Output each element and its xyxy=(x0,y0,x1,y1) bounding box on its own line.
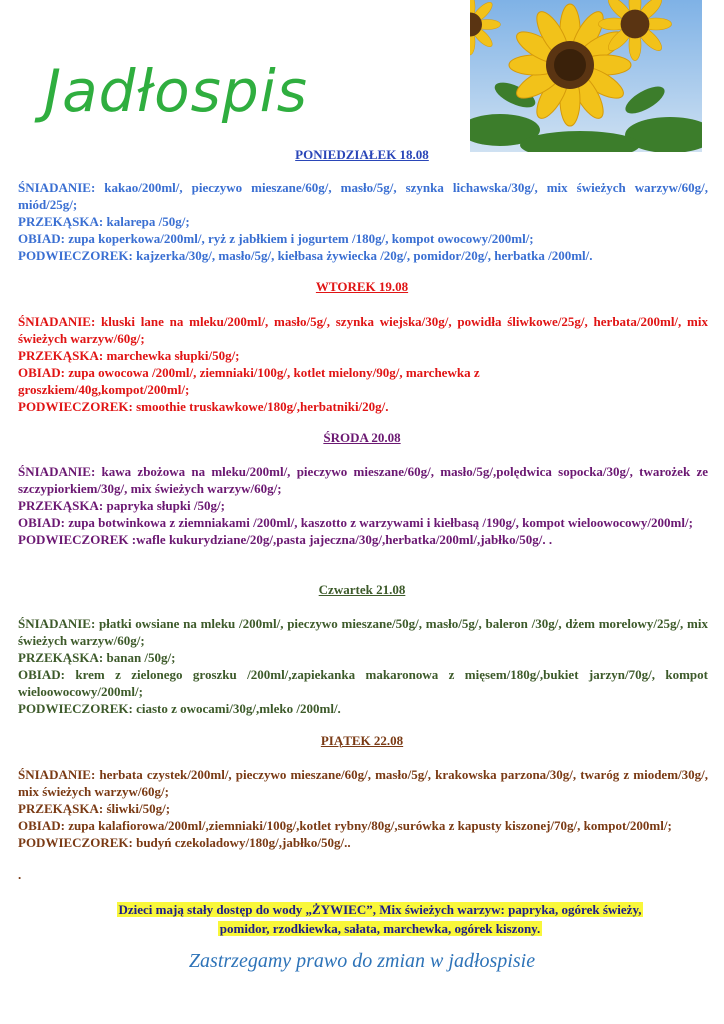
lunch-line: OBIAD: krem z zielonego groszku /200ml/,zapiekanka makaronowa z mięsem/180g/,bukiet jarzyn/70g/, kompot wieloowocowy/200ml/; xyxy=(18,667,708,699)
lunch-line: OBIAD: zupa owocowa /200ml/, ziemniaki/100g/, kotlet mielony/90g/, marchewka z groszkiem/40g,kompot/200ml/; xyxy=(18,365,480,397)
snack-line: PRZEKĄSKA: papryka słupki /50g/; xyxy=(18,498,225,513)
lunch-line: OBIAD: zupa koperkowa/200ml/, ryż z jabłkiem i jogurtem /180g/, kompot owocowy/200ml/; xyxy=(18,231,534,246)
reservation-note: Zastrzegamy prawo do zmian w jadłospisie xyxy=(188,950,536,972)
day-heading-thursday: Czwartek 21.08 xyxy=(318,582,406,597)
afternoon-snack-line: PODWIECZOREK :wafle kukurydziane/20g/,pasta jajeczna/30g/,herbatka/200ml/,jabłko/50g/. . xyxy=(18,532,553,547)
trailing-mark: . xyxy=(18,867,22,882)
water-notice xyxy=(80,900,680,938)
day-menu-friday xyxy=(18,766,708,851)
day-menu-wednesday xyxy=(18,463,708,548)
day-heading-monday: PONIEDZIAŁEK 18.08 xyxy=(295,147,429,162)
lunch-line: OBIAD: zupa botwinkowa z ziemniakami /200ml/, kaszotto z warzywami i kiełbasą /190g/, kompot wieloowocowy/200ml/; xyxy=(18,515,693,530)
day-menu-tuesday xyxy=(18,313,708,415)
breakfast-line: ŚNIADANIE: kakao/200ml/, pieczywo mieszane/60g/, masło/5g/, szynka lichawska/30g/, mix świeżych warzyw/60g/, miód/25g/; xyxy=(18,180,708,212)
notice-line-1: Dzieci mają stały dostęp do wody „ŻYWIEC”, Mix świeżych warzyw: papryka, ogórek świeży, xyxy=(118,902,642,917)
snack-line: PRZEKĄSKA: śliwki/50g/; xyxy=(18,801,171,816)
sunflower-image xyxy=(470,0,702,152)
day-heading-wednesday: ŚRODA 20.08 xyxy=(323,430,401,445)
lunch-line: OBIAD: zupa kalafiorowa/200ml/,ziemniaki/100g/,kotlet rybny/80g/,surówka z kapusty kiszonej/70g/, kompot/200ml/; xyxy=(18,818,672,833)
day-menu-monday xyxy=(18,179,708,264)
afternoon-snack-line: PODWIECZOREK: kajzerka/30g/, masło/5g/, kiełbasa żywiecka /20g/, pomidor/20g/, herbatka /200ml/. xyxy=(18,248,593,263)
snack-line: PRZEKĄSKA: banan /50g/; xyxy=(18,650,176,665)
day-heading-tuesday: WTOREK 19.08 xyxy=(315,279,409,294)
afternoon-snack-line: PODWIECZOREK: ciasto z owocami/30g/,mleko /200ml/. xyxy=(18,701,341,716)
day-menu-thursday xyxy=(18,615,708,717)
snack-line: PRZEKĄSKA: kalarepa /50g/; xyxy=(18,214,190,229)
breakfast-line: ŚNIADANIE: płatki owsiane na mleku /200ml/, pieczywo mieszane/50g/, masło/5g/, baleron /30g/, dżem morelowy/25g/, mix świeżych warzyw/60g/; xyxy=(18,616,708,648)
afternoon-snack-line: PODWIECZOREK: smoothie truskawkowe/180g/,herbatniki/20g/. xyxy=(18,399,389,414)
breakfast-line: ŚNIADANIE: kawa zbożowa na mleku/200ml/, pieczywo mieszane/60g/, masło/5g/,polędwica sopocka/30g/, twarożek ze szczypiorkiem/30g/, mix świeżych warzyw/60g/; xyxy=(18,464,708,496)
page-title: Jadłospis xyxy=(44,57,308,125)
breakfast-line: ŚNIADANIE: kluski lane na mleku/200ml/, masło/5g/, szynka wiejska/30g/, powidła śliwkowe/25g/, herbata/200ml/, mix świeżych warzyw/60g/; xyxy=(18,314,708,346)
snack-line: PRZEKĄSKA: marchewka słupki/50g/; xyxy=(18,348,240,363)
afternoon-snack-line: PODWIECZOREK: budyń czekoladowy/180g/,jabłko/50g/.. xyxy=(18,835,351,850)
day-heading-friday: PIĄTEK 22.08 xyxy=(320,733,404,748)
breakfast-line: ŚNIADANIE: herbata czystek/200ml/, pieczywo mieszane/60g/, masło/5g/, krakowska parzona/30g/, twaróg z miodem/30g/, mix świeżych warzyw/60g/; xyxy=(18,767,708,799)
notice-line-2: pomidor, rzodkiewka, sałata, marchewka, ogórek kiszony. xyxy=(219,921,541,936)
